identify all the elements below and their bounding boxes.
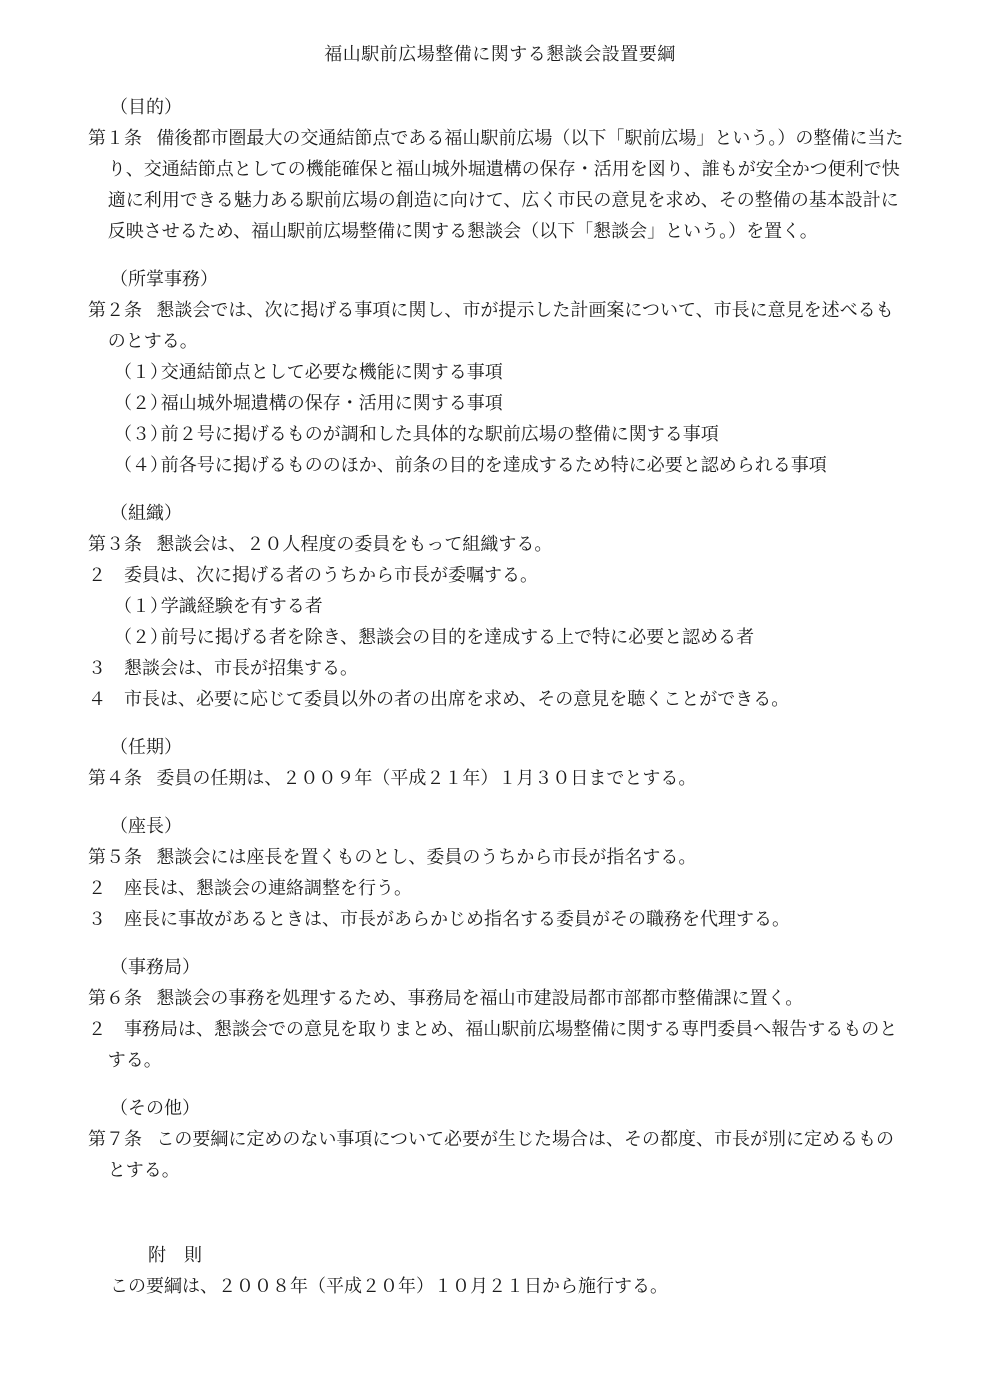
list-item <box>114 357 908 388</box>
item-text: 交通結節点として必要な機能に関する事項 <box>160 362 503 383</box>
item-number: （１） <box>114 362 168 383</box>
document-body <box>88 92 908 1302</box>
item-text: 前各号に掲げるもののほか、前条の目的を達成するため特に必要と認められる事項 <box>160 455 827 476</box>
paragraph-number: ３ <box>88 658 106 679</box>
paragraph-3 <box>88 653 908 684</box>
item-number: （２） <box>114 393 168 414</box>
section-heading-duties: （所掌事務） <box>110 269 218 290</box>
paragraph-text: 懇談会は、市長が招集する。 <box>124 658 358 679</box>
article-5 <box>88 842 908 873</box>
list-item <box>114 388 908 419</box>
section-heading-secretariat: （事務局） <box>110 957 200 978</box>
item-number: （２） <box>114 627 168 648</box>
list-item <box>114 622 908 653</box>
paragraph-4 <box>88 684 908 715</box>
article-label: 第６条 <box>88 988 142 1009</box>
paragraph-2 <box>88 873 908 904</box>
list-item <box>114 450 908 481</box>
article-text: 委員の任期は、２００９年（平成２１年）１月３０日までとする。 <box>156 768 697 789</box>
article-label: 第１条 <box>88 128 142 149</box>
list-item <box>114 591 908 622</box>
article-label: 第３条 <box>88 534 142 555</box>
article-label: 第７条 <box>88 1129 142 1150</box>
article-text: 懇談会は、２０人程度の委員をもって組織する。 <box>156 534 553 555</box>
item-number: （４） <box>114 455 168 476</box>
paragraph-number: ２ <box>88 878 106 899</box>
supplementary-heading: 附 則 <box>148 1245 202 1266</box>
paragraph-number: ３ <box>88 909 106 930</box>
paragraph-number: ２ <box>88 1019 106 1040</box>
section-heading-chair: （座長） <box>110 816 182 837</box>
article-text: 懇談会には座長を置くものとし、委員のうちから市長が指名する。 <box>156 847 697 868</box>
article-6 <box>88 983 908 1014</box>
item-text: 前２号に掲げるものが調和した具体的な駅前広場の整備に関する事項 <box>160 424 719 445</box>
item-text: 福山城外堀遺構の保存・活用に関する事項 <box>160 393 503 414</box>
article-label: 第２条 <box>88 300 142 321</box>
item-text: 前号に掲げる者を除き、懇談会の目的を達成する上で特に必要と認める者 <box>160 627 755 648</box>
section-heading-term: （任期） <box>110 737 182 758</box>
section-heading-other: （その他） <box>110 1098 200 1119</box>
document-title: 福山駅前広場整備に関する懇談会設置要綱 <box>324 44 676 65</box>
paragraph-3 <box>88 904 908 935</box>
list-item <box>114 419 908 450</box>
paragraph-text: 事務局は、懇談会での意見を取りまとめ、福山駅前広場整備に関する専門委員へ報告するものとする。 <box>107 1019 898 1071</box>
spacer <box>88 1186 908 1214</box>
supplementary-text: この要綱は、２００８年（平成２０年）１０月２１日から施行する。 <box>110 1276 668 1297</box>
article-2 <box>88 295 908 357</box>
section-heading-organization: （組織） <box>110 503 182 524</box>
paragraph-text: 市長は、必要に応じて委員以外の者の出席を求め、その意見を聴くことができる。 <box>124 689 790 710</box>
article-label: 第４条 <box>88 768 142 789</box>
paragraph-text: 座長に事故があるときは、市長があらかじめ指名する委員がその職務を代理する。 <box>124 909 790 930</box>
article-7 <box>88 1124 908 1186</box>
paragraph-2 <box>88 560 908 591</box>
item-number: （３） <box>114 424 168 445</box>
article-text: この要綱に定めのない事項について必要が生じた場合は、その都度、市長が別に定めるものとする。 <box>107 1129 895 1181</box>
paragraph-2 <box>88 1014 908 1076</box>
article-text: 懇談会では、次に掲げる事項に関し、市が提示した計画案について、市長に意見を述べるものとする。 <box>107 300 894 352</box>
article-1 <box>88 123 908 247</box>
paragraph-number: ４ <box>88 689 106 710</box>
article-text: 備後都市圏最大の交通結節点である福山駅前広場（以下「駅前広場」という。）の整備に当たり、交通結節点としての機能確保と福山城外堀遺構の保存・活用を図り、誰もが安全かつ便利で快適に利用できる魅力ある駅前広場の創造に向けて、広く市民の意見を求め、その整備の基本設計に反映させるため、福山駅前広場整備に関する懇談会（以下「懇談会」という。）を置く。 <box>107 128 904 242</box>
item-number: （１） <box>114 596 168 617</box>
item-text: 学識経験を有する者 <box>160 596 323 617</box>
paragraph-text: 座長は、懇談会の連絡調整を行う。 <box>124 878 412 899</box>
article-4 <box>88 763 908 794</box>
article-text: 懇談会の事務を処理するため、事務局を福山市建設局都市部都市整備課に置く。 <box>156 988 804 1009</box>
paragraph-number: ２ <box>88 565 106 586</box>
paragraph-text: 委員は、次に掲げる者のうちから市長が委嘱する。 <box>124 565 538 586</box>
article-3 <box>88 529 908 560</box>
article-label: 第５条 <box>88 847 142 868</box>
section-heading-purpose: （目的） <box>110 97 182 118</box>
